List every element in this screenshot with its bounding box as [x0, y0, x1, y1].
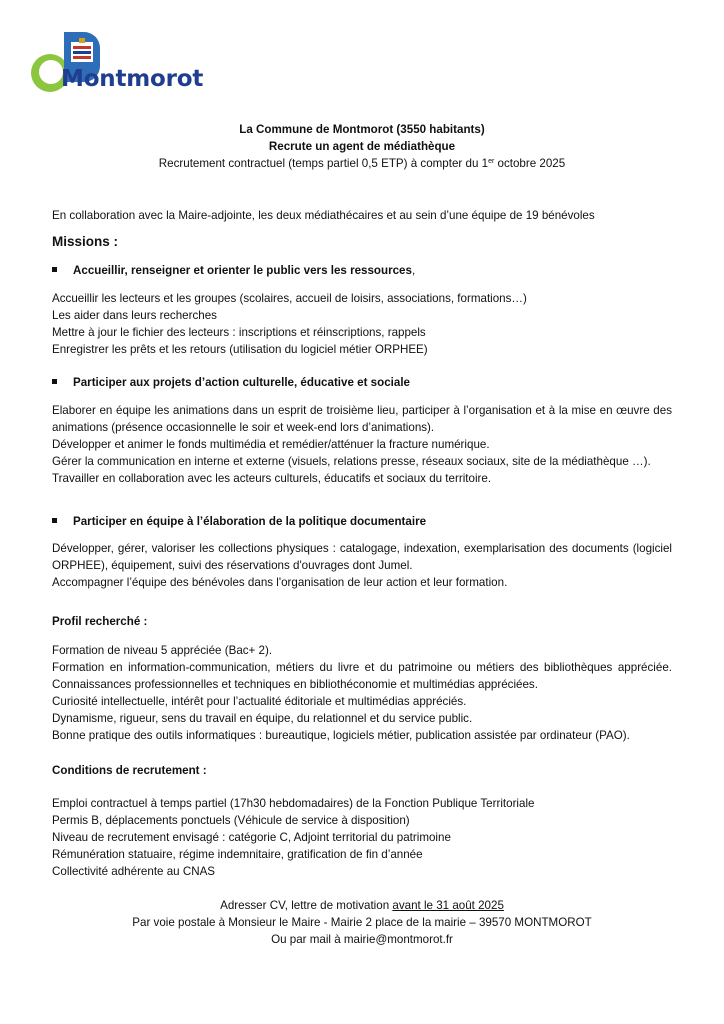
- header-commune: La Commune de Montmorot (3550 habitants): [239, 123, 485, 136]
- conditions-details: [52, 795, 672, 880]
- contact-deadline: Adresser CV, lettre de motivation avant le 31 août 2025: [220, 899, 504, 912]
- mission-3-details: [52, 540, 672, 591]
- bullet-icon: [52, 518, 57, 523]
- list-item: Les aider dans leurs recherches: [52, 309, 217, 322]
- list-item: Accompagner l’équipe des bénévoles dans l'organisation de leur action et leur formation.: [52, 576, 508, 589]
- list-item: Travailler en collaboration avec les acteurs culturels, éducatifs et sociaux du territoire.: [52, 472, 492, 485]
- list-item: Collectivité adhérente au CNAS: [52, 865, 216, 878]
- missions-title: Missions :: [52, 234, 119, 249]
- bullet-icon: [52, 379, 57, 384]
- bullet-icon: [52, 267, 57, 272]
- mission-2-details: [52, 402, 672, 487]
- intro-text: En collaboration avec la Maire-adjointe, les deux médiathécaires et au sein d’une équipe de 19 bénévoles: [52, 209, 595, 222]
- profile-title: Profil recherché :: [52, 615, 148, 628]
- montmorot-logo: [28, 26, 204, 98]
- header-contract: Recrutement contractuel (temps partiel 0,5 ETP) à compter du 1er octobre 2025: [158, 157, 566, 170]
- list-item: Mettre à jour le fichier des lecteurs : inscriptions et réinscriptions, rappels: [52, 326, 426, 339]
- contact-postal: Par voie postale à Monsieur le Maire - Mairie 2 place de la mairie – 39570 MONTMOROT: [132, 916, 592, 929]
- profile-details: [52, 642, 672, 744]
- mission-1-title: Accueillir, renseigner et orienter le public vers les ressources,: [52, 262, 672, 279]
- list-item: Permis B, déplacements ponctuels (Véhicule de service à disposition): [52, 814, 410, 827]
- list-item: Emploi contractuel à temps partiel (17h30 hebdomadaires) de la Fonction Publique Territoriale: [52, 797, 535, 810]
- list-item: Développer et animer le fonds multimédia et remédier/atténuer la fracture numérique.: [52, 438, 490, 451]
- list-item: Gérer la communication en interne et externe (visuels, relations presse, réseaux sociaux, site de la médiathèque …).: [52, 455, 651, 468]
- header-job-title: Recrute un agent de médiathèque: [268, 140, 456, 153]
- list-item: Dynamisme, rigueur, sens du travail en équipe, du relationnel et du service public.: [52, 712, 473, 725]
- job-header: [52, 121, 672, 172]
- list-item: Formation de niveau 5 appréciée (Bac+ 2).: [52, 644, 273, 657]
- list-item: Rémunération statuaire, régime indemnitaire, gratification de fin d’année: [52, 848, 423, 861]
- list-item: Curiosité intellectuelle, intérêt pour l’actualité éditoriale et multimédias appréciés.: [52, 695, 467, 708]
- mission-3-title: Participer en équipe à l’élaboration de la politique documentaire: [52, 513, 672, 530]
- contact-block: [52, 897, 672, 948]
- paragraph: Elaborer en équipe les animations dans un esprit de troisième lieu, participer à l’organisation et à la mise en œuvre des animations (présence occasionnelle le soir et week-end lors d’animations).: [52, 404, 672, 434]
- list-item: Accueillir les lecteurs et les groupes (scolaires, accueil de loisirs, associations, formations…): [52, 292, 527, 305]
- list-item: Niveau de recrutement envisagé : catégorie C, Adjoint territorial du patrimoine: [52, 831, 451, 844]
- mission-1-details: [52, 290, 672, 358]
- conditions-title: Conditions de recrutement :: [52, 764, 207, 777]
- paragraph: Développer, gérer, valoriser les collections physiques : catalogage, indexation, exemplarisation des documents (logiciel ORPHEE), équipement, suivi des réservations d'ouvrages dont Jumel.: [52, 542, 672, 572]
- mission-2-title: Participer aux projets d’action culturelle, éducative et sociale: [52, 374, 672, 391]
- logo-wordmark: Montmorot: [61, 66, 204, 92]
- paragraph: Formation en information-communication, métiers du livre et du patrimoine ou métiers des bibliothèques appréciée. Connaissances professionnelles et techniques en bibliothéconomie et multimédias appréciées.: [52, 661, 672, 691]
- list-item: Bonne pratique des outils informatiques : bureautique, logiciels métier, publication assistée par ordinateur (PAO).: [52, 729, 630, 742]
- contact-email: Ou par mail à mairie@montmorot.fr: [271, 933, 453, 946]
- list-item: Enregistrer les prêts et les retours (utilisation du logiciel métier ORPHEE): [52, 343, 428, 356]
